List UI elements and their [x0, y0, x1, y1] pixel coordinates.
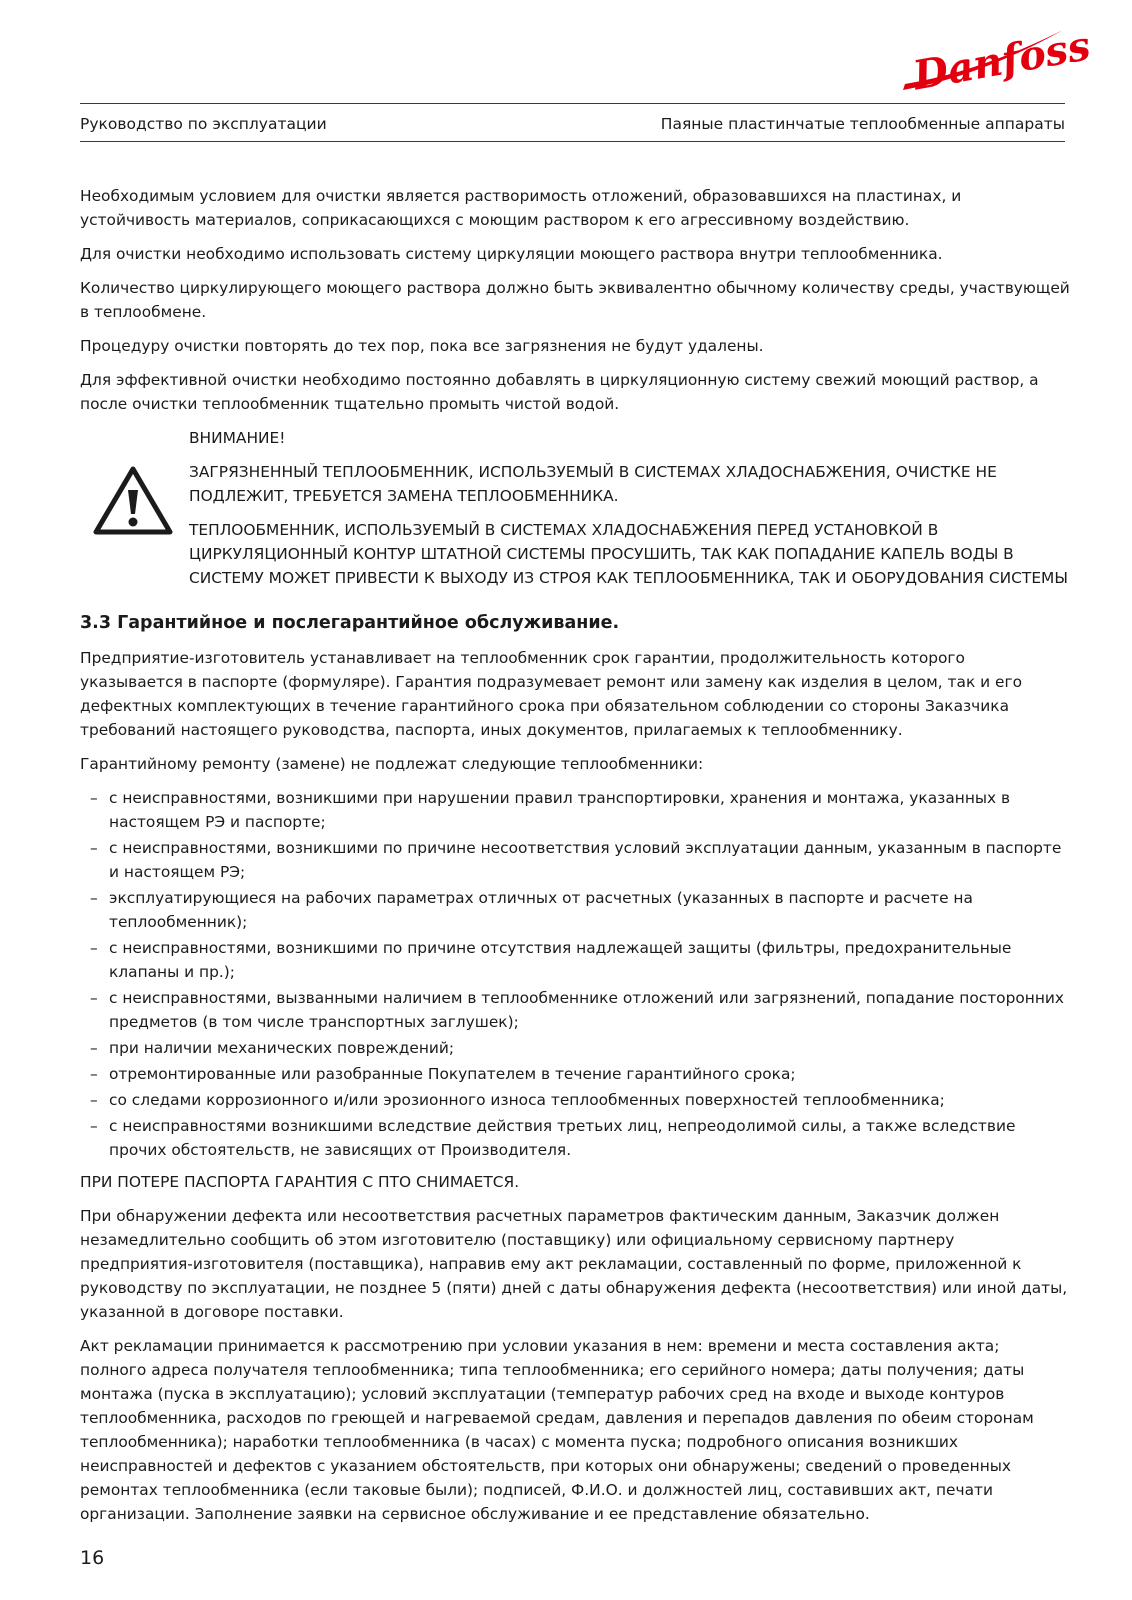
list-item — [80, 786, 1070, 834]
list-dash: – — [90, 1117, 98, 1135]
list-item-text: со следами коррозионного и/или эрозионного износа теплообменных поверхностей теплообменника; — [109, 1091, 945, 1109]
paragraph: Процедуру очистки повторять до тех пор, пока все загрязнения не будут удалены. — [80, 337, 764, 355]
list-item — [80, 936, 1070, 984]
header-doc-type: Руководство по эксплуатации — [80, 115, 327, 133]
list-item-text: отремонтированные или разобранные Покупателем в течение гарантийного срока; — [109, 1065, 796, 1083]
list-item-text: эксплуатирующиеся на рабочих параметрах отличных от расчетных (указанных в паспорте и расчете на теплообменник); — [109, 889, 973, 931]
svg-text:Danfoss: Danfoss — [909, 22, 1094, 100]
paragraph: Для эффективной очистки необходимо постоянно добавлять в циркуляционную систему свежий моющий раствор, а после очистки теплообменник тщательно промыть чистой водой. — [80, 371, 1039, 413]
passport-notice: ПРИ ПОТЕРЕ ПАСПОРТА ГАРАНТИЯ С ПТО СНИМАЕТСЯ. — [80, 1173, 520, 1191]
paragraph: Акт рекламации принимается к рассмотрению при условии указания в нем: времени и места составления акта; полного адреса получателя теплообменника; типа теплообменника; его серийного номера; даты получения; даты монтажа (пуска в эксплуатацию); условий эксплуатации (температур рабочих сред на входе и выходе контуров теплообменника, расходов по греющей и нагреваемой средам, давления и перепадов давления по обеим сторонам теплообменника); наработки теплообменника (в часах) с момента пуска; подробного описания возникших неисправностей и дефектов с указанием обстоятельств, при которых они обнаружены; сведений о проведенных ремонтах теплообменника (если таковые были); подписей, Ф.И.О. и должностей лиц, составивших акт, печати организации. Заполнение заявки на сервисное обслуживание и ее представление обязательно. — [80, 1337, 1034, 1523]
exclusions-list — [80, 786, 1070, 1162]
header-rule-top — [80, 103, 1065, 104]
list-item — [80, 1114, 1070, 1162]
warning-text: ЗАГРЯЗНЕННЫЙ ТЕПЛООБМЕННИК, ИСПОЛЬЗУЕМЫЙ В СИСТЕМАХ ХЛАДОСНАБЖЕНИЯ, ОЧИСТКЕ НЕ ПОДЛЕЖИТ, ТРЕБУЕТСЯ ЗАМЕНА ТЕПЛООБМЕННИКА. — [189, 463, 997, 505]
warning-block — [80, 426, 1070, 590]
paragraph: Предприятие-изготовитель устанавливает на теплообменник срок гарантии, продолжительность которого указывается в паспорте (формуляре). Гарантия подразумевает ремонт или замену как изделия в целом, так и его дефектных комплектующих в течение гарантийного срока при обязательном соблюдении со стороны Заказчика требований настоящего руководства, паспорта, иных документов, прилагаемых к теплообменнику. — [80, 649, 1023, 739]
list-item-text: с неисправностями, возникшими при нарушении правил транспортировки, хранения и монтажа, указанных в настоящем РЭ и паспорте; — [109, 789, 1011, 831]
page-content — [80, 184, 1070, 1536]
list-item — [80, 886, 1070, 934]
list-item — [80, 836, 1070, 884]
warning-triangle-icon — [93, 466, 173, 535]
list-item — [80, 1088, 1070, 1112]
list-item-text: с неисправностями, вызванными наличием в теплообменнике отложений или загрязнений, попадание посторонних предметов (в том числе транспортных заглушек); — [109, 989, 1064, 1031]
section-heading: 3.3 Гарантийное и послегарантийное обслуживание. — [80, 613, 620, 633]
header-rule-bottom — [80, 141, 1065, 142]
warning-text: ТЕПЛООБМЕННИК, ИСПОЛЬЗУЕМЫЙ В СИСТЕМАХ ХЛАДОСНАБЖЕНИЯ ПЕРЕД УСТАНОВКОЙ В ЦИРКУЛЯЦИОННЫЙ КОНТУР ШТАТНОЙ СИСТЕМЫ ПРОСУШИТЬ, ТАК КАК ПОПАДАНИЕ КАПЕЛЬ ВОДЫ В СИСТЕМУ МОЖЕТ ПРИВЕСТИ К ВЫХОДУ ИЗ СТРОЯ КАК ТЕПЛООБМЕННИКА, ТАК И ОБОРУДОВАНИЯ СИСТЕМЫ — [189, 521, 1068, 587]
page-number: 16 — [80, 1547, 105, 1569]
list-item — [80, 1036, 1070, 1060]
list-item — [80, 986, 1070, 1034]
list-item-text: при наличии механических повреждений; — [109, 1039, 455, 1057]
list-dash: – — [90, 1065, 98, 1083]
paragraph: Необходимым условием для очистки является растворимость отложений, образовавшихся на пластинах, и устойчивость материалов, соприкасающихся с моющим раствором к его агрессивному воздействию. — [80, 187, 962, 229]
header-product: Паяные пластинчатые теплообменные аппараты — [660, 115, 1065, 133]
list-dash: – — [90, 1091, 98, 1109]
list-item-text: с неисправностями, возникшими по причине отсутствия надлежащей защиты (фильтры, предохранительные клапаны и пр.); — [109, 939, 1012, 981]
list-dash: – — [90, 1039, 98, 1057]
list-item-text: с неисправностями возникшими вследствие действия третьих лиц, непреодолимой силы, а также вследствие прочих обстоятельств, не зависящих от Производителя. — [109, 1117, 1016, 1159]
paragraph: Для очистки необходимо использовать систему циркуляции моющего раствора внутри теплообменника. — [80, 245, 943, 263]
list-dash: – — [90, 839, 98, 857]
danfoss-logo — [901, 22, 1094, 100]
list-dash: – — [90, 989, 98, 1007]
list-item — [80, 1062, 1070, 1086]
paragraph: Гарантийному ремонту (замене) не подлежат следующие теплообменники: — [80, 755, 704, 773]
list-dash: – — [90, 939, 98, 957]
list-dash: – — [90, 889, 98, 907]
list-item-text: с неисправностями, возникшими по причине несоответствия условий эксплуатации данным, указанным в паспорте и настоящем РЭ; — [109, 839, 1062, 881]
paragraph: Количество циркулирующего моющего раствора должно быть эквивалентно обычному количеству среды, участвующей в теплообмене. — [80, 279, 1070, 321]
warning-title: ВНИМАНИЕ! — [189, 429, 286, 447]
list-dash: – — [90, 789, 98, 807]
paragraph: При обнаружении дефекта или несоответствия расчетных параметров фактическим данным, Заказчик должен незамедлительно сообщить об этом изготовителю (поставщику) или официальному сервисному партнеру предприятия-изготовителя (поставщика), направив ему акт рекламации, составленный по форме, приложенной к руководству по эксплуатации, не позднее 5 (пяти) дней с даты обнаружения дефекта (несоответствия) или иной даты, указанной в договоре поставки. — [80, 1207, 1068, 1321]
